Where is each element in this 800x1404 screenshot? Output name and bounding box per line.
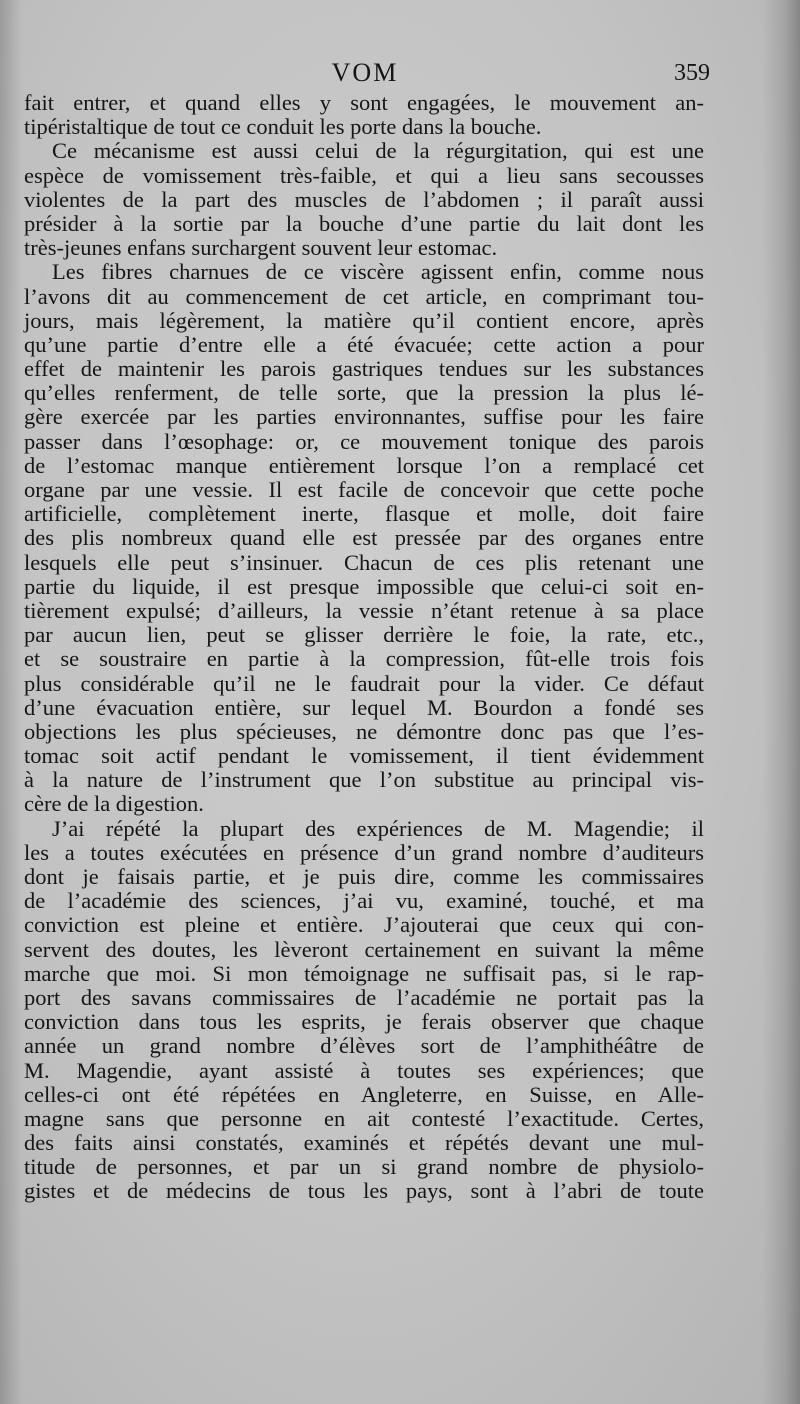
text-line: de l’académie des sciences, j’ai vu, examiné, touché, et ma xyxy=(24,888,704,914)
text-line: conviction est pleine et entière. J’ajouterai que ceux qui con- xyxy=(24,912,704,938)
text-line: servent des doutes, les lèveront certainement en suivant la même xyxy=(24,936,704,962)
text-line: celles-ci ont été répétées en Angleterre, en Suisse, en Alle- xyxy=(24,1081,704,1107)
text-line: plus considérable qu’il ne le faudrait pour la vider. Ce défaut xyxy=(24,670,704,696)
paragraph xyxy=(24,260,704,816)
text-line: magne sans que personne en ait contesté l’exactitude. Certes, xyxy=(24,1105,704,1131)
text-line: tièrement expulsé; d’ailleurs, la vessie n’étant retenue à sa place xyxy=(24,597,704,623)
text-line: qu’elles renferment, de telle sorte, que la pression la plus lé- xyxy=(24,380,704,406)
text-line: l’avons dit au commencement de cet article, en comprimant tou- xyxy=(24,283,704,309)
text-line: organe par une vessie. Il est facile de concevoir que cette poche xyxy=(24,477,704,502)
text-line: qu’une partie d’entre elle a été évacuée; cette action a pour xyxy=(24,331,704,357)
text-line: effet de maintenir les parois gastriques tendues sur les substances xyxy=(24,356,704,382)
paragraph xyxy=(24,139,704,260)
text-line: gère exercée par les parties environnantes, suffise pour les faire xyxy=(24,404,704,430)
page-header xyxy=(20,58,710,92)
text-line: jours, mais légèrement, la matière qu’il contient encore, après xyxy=(24,307,704,333)
text-line: Les fibres charnues de ce viscère agissent enfin, comme nous xyxy=(52,259,704,285)
text-line: des faits ainsi constatés, examinés et répétés devant une mul- xyxy=(24,1130,704,1156)
text-line: espèce de vomissement très-faible, et qui a lieu sans secousses xyxy=(24,162,704,188)
running-head: VOM xyxy=(331,58,399,87)
text-line: conviction dans tous les esprits, je ferais observer que chaque xyxy=(24,1009,704,1035)
text-line: port des savans commissaires de l’académie ne portait pas la xyxy=(24,984,704,1010)
text-line: des plis nombreux quand elle est pressée par des organes entre xyxy=(24,525,704,551)
text-line: cère de la digestion. xyxy=(24,791,204,817)
body-text xyxy=(24,91,704,1204)
text-line: par aucun lien, peut se glisser derrière le foie, la rate, etc., xyxy=(24,622,704,648)
text-line: J’ai répété la plupart des expériences de M. Magendie; il xyxy=(52,815,704,841)
text-line: dont je faisais partie, et je puis dire, comme les commissaires xyxy=(24,864,704,889)
text-line: gistes et de médecins de tous les pays, sont à l’abri de toute xyxy=(24,1178,704,1204)
text-line: objections les plus spécieuses, ne démontre donc pas que l’es- xyxy=(24,718,704,744)
text-line: passer dans l’œsophage: or, ce mouvement tonique des parois xyxy=(24,428,704,454)
page-edge-shadow xyxy=(0,0,22,1404)
text-line: titude de personnes, et par un si grand nombre de physiolo- xyxy=(24,1154,704,1180)
text-line: très-jeunes enfans surchargent souvent leur estomac. xyxy=(24,235,498,261)
text-line: violentes de la part des muscles de l’abdomen ; il paraît aussi xyxy=(24,186,704,212)
spine-shadow xyxy=(762,0,800,1404)
text-line: partie du liquide, il est presque impossible que celui-ci soit en- xyxy=(24,573,704,599)
text-line: présider à la sortie par la bouche d’une partie du lait dont les xyxy=(24,210,704,236)
page-number: 359 xyxy=(674,60,710,86)
paragraph xyxy=(24,91,704,139)
paragraph xyxy=(24,817,704,1204)
text-line: lesquels elle peut s’insinuer. Chacun de ces plis retenant une xyxy=(24,549,704,575)
text-line: les a toutes exécutées en présence d’un grand nombre d’auditeurs xyxy=(24,839,704,865)
text-line: M. Magendie, ayant assisté à toutes ses expériences; que xyxy=(24,1057,704,1083)
text-line: de l’estomac manque entièrement lorsque l’on a remplacé cet xyxy=(24,452,704,478)
text-line: marche que moi. Si mon témoignage ne suffisait pas, si le rap- xyxy=(24,960,704,986)
text-line: artificielle, complètement inerte, flasque et molle, doit faire xyxy=(24,501,704,527)
text-line: fait entrer, et quand elles y sont engagées, le mouvement an- xyxy=(24,90,704,115)
text-line: tipéristaltique de tout ce conduit les porte dans la bouche. xyxy=(24,114,542,140)
text-line: à la nature de l’instrument que l’on substitue au principal vis- xyxy=(24,767,704,793)
text-line: tomac soit actif pendant le vomissement, il tient évidemment xyxy=(24,743,704,769)
text-line: et se soustraire en partie à la compression, fût-elle trois fois xyxy=(24,646,704,672)
text-line: d’une évacuation entière, sur lequel M. Bourdon a fondé ses xyxy=(24,694,704,720)
text-line: Ce mécanisme est aussi celui de la régurgitation, qui est une xyxy=(52,138,704,164)
text-line: année un grand nombre d’élèves sort de l’amphithéâtre de xyxy=(24,1033,704,1059)
